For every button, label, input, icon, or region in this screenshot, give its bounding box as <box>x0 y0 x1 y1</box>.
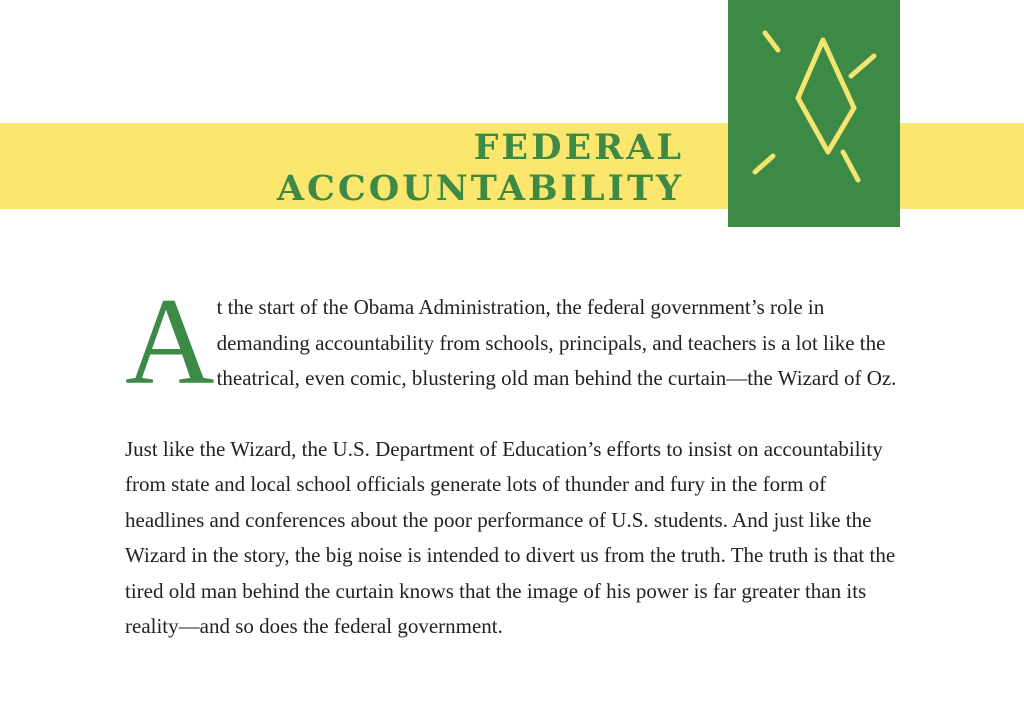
paragraph-1-text: t the start of the Obama Administration, the federal government’s role in demanding accountability from schools, principals, and teachers is a lot like the theatrical, even comic, blustering old man behind the curtain—the Wizard of Oz. <box>216 295 897 390</box>
page-title <box>277 127 684 209</box>
title-line-1: FEDERAL <box>473 127 684 168</box>
drop-cap: A <box>125 273 215 410</box>
paragraph-1 <box>125 273 905 410</box>
emblem <box>728 0 900 227</box>
paragraph-2: Just like the Wizard, the U.S. Department of Education’s efforts to insist on accountability from state and local school officials generate lots of thunder and fury in the form of headlines and conferences about the poor performance of U.S. students. And just like the Wizard in the story, the big noise is intended to divert us from the truth. The truth is that the tired old man behind the curtain knows that the image of his power is far greater than its reality—and so does the federal government. <box>125 436 896 638</box>
article-body <box>125 273 905 645</box>
diamond-sparkle-icon <box>728 0 900 227</box>
title-line-2: ACCOUNTABILITY <box>276 168 684 209</box>
